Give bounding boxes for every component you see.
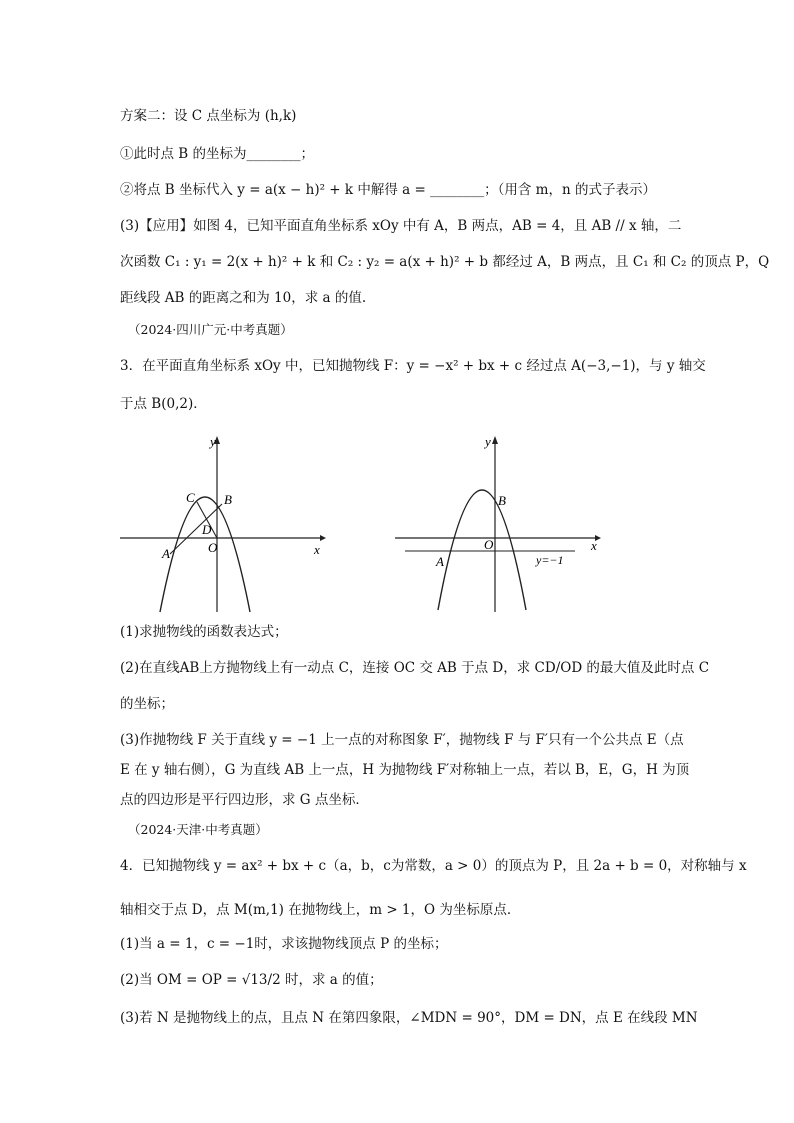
line-14: E 在 y 轴右侧），G 为直线 AB 上一点，H 为抛物线 F′对称轴上一点，若以 B，E，G，H 为顶 [120, 762, 690, 778]
figure-1 [112, 430, 332, 615]
label-y: y [485, 434, 491, 449]
label-b: B [224, 492, 232, 507]
source-2: （2024·天津·中考真题） [128, 822, 268, 837]
line-6: 距线段 AB 的距离之和为 10，求 a 的值. [120, 290, 367, 306]
label-a: A [162, 546, 170, 561]
line-2: ①此时点 B 的坐标为________； [120, 146, 315, 162]
line-8: 3．在平面直角坐标系 xOy 中，已知抛物线 F：y = −x² + bx + c 经过点 A(−3,−1)，与 y 轴交 [120, 358, 706, 374]
y-arrow [492, 436, 498, 444]
label-b: B [498, 493, 506, 508]
label-a: A [436, 554, 444, 569]
parabola [438, 490, 526, 610]
label-x: x [314, 542, 320, 557]
line-18: 轴相交于点 D，点 M(m,1) 在抛物线上，m > 1，O 为坐标原点． [120, 902, 521, 918]
source-1: （2024·四川广元·中考真题） [128, 322, 293, 337]
label-line: y=−1 [536, 553, 564, 567]
line-19: (1)当 a = 1，c = −1时，求该抛物线顶点 P 的坐标； [120, 936, 448, 952]
parabola [160, 497, 250, 612]
line-1: 方案二：设 C 点坐标为 (h,k) [120, 108, 297, 124]
label-o: O [484, 537, 494, 552]
x-arrow [320, 535, 326, 541]
figure-2 [390, 430, 610, 615]
label-c: C [186, 490, 195, 505]
line-12: 的坐标； [120, 696, 174, 712]
line-10: (1)求抛物线的函数表达式； [120, 624, 288, 640]
line-21: (3)若 N 是抛物线上的点，且点 N 在第四象限，∠MDN = 90°，DM = DN，点 E 在线段 MN [120, 1010, 698, 1026]
line-3: ②将点 B 坐标代入 y = a(x − h)² + k 中解得 a = ________；（用含 m，n 的式子表示） [120, 182, 656, 198]
line-17: 4．已知抛物线 y = ax² + bx + c（a，b，c为常数，a > 0）的顶点为 P，且 2a + b = 0，对称轴与 x [120, 858, 747, 874]
label-o: O [208, 540, 218, 555]
line-15: 点的四边形是平行四边形，求 G 点坐标． [120, 792, 369, 808]
line-5: 次函数 C₁ : y₁ = 2(x + h)² + k 和 C₂ : y₂ = a(x + h)² + b 都经过 A，B 两点，且 C₁ 和 C₂ 的顶点 P，Q [120, 254, 770, 270]
line-20: (2)当 OM = OP = √13/2 时，求 a 的值； [120, 972, 383, 988]
line-13: (3)作抛物线 F 关于直线 y = −1 上一点的对称图象 F′，抛物线 F 与 F′只有一个公共点 E（点 [120, 732, 684, 748]
line-4: (3)【应用】如图 4，已知平面直角坐标系 xOy 中有 A，B 两点，AB = 4，且 AB // x 轴，二 [120, 218, 682, 234]
label-x: x [591, 538, 597, 553]
line-11: (2)在直线AB上方抛物线上有一动点 C，连接 OC 交 AB 于点 D，求 CD/OD 的最大值及此时点 C [120, 660, 710, 676]
label-d: D [202, 522, 212, 537]
line-9: 于点 B(0,2)． [120, 396, 207, 412]
label-y: y [210, 434, 216, 449]
